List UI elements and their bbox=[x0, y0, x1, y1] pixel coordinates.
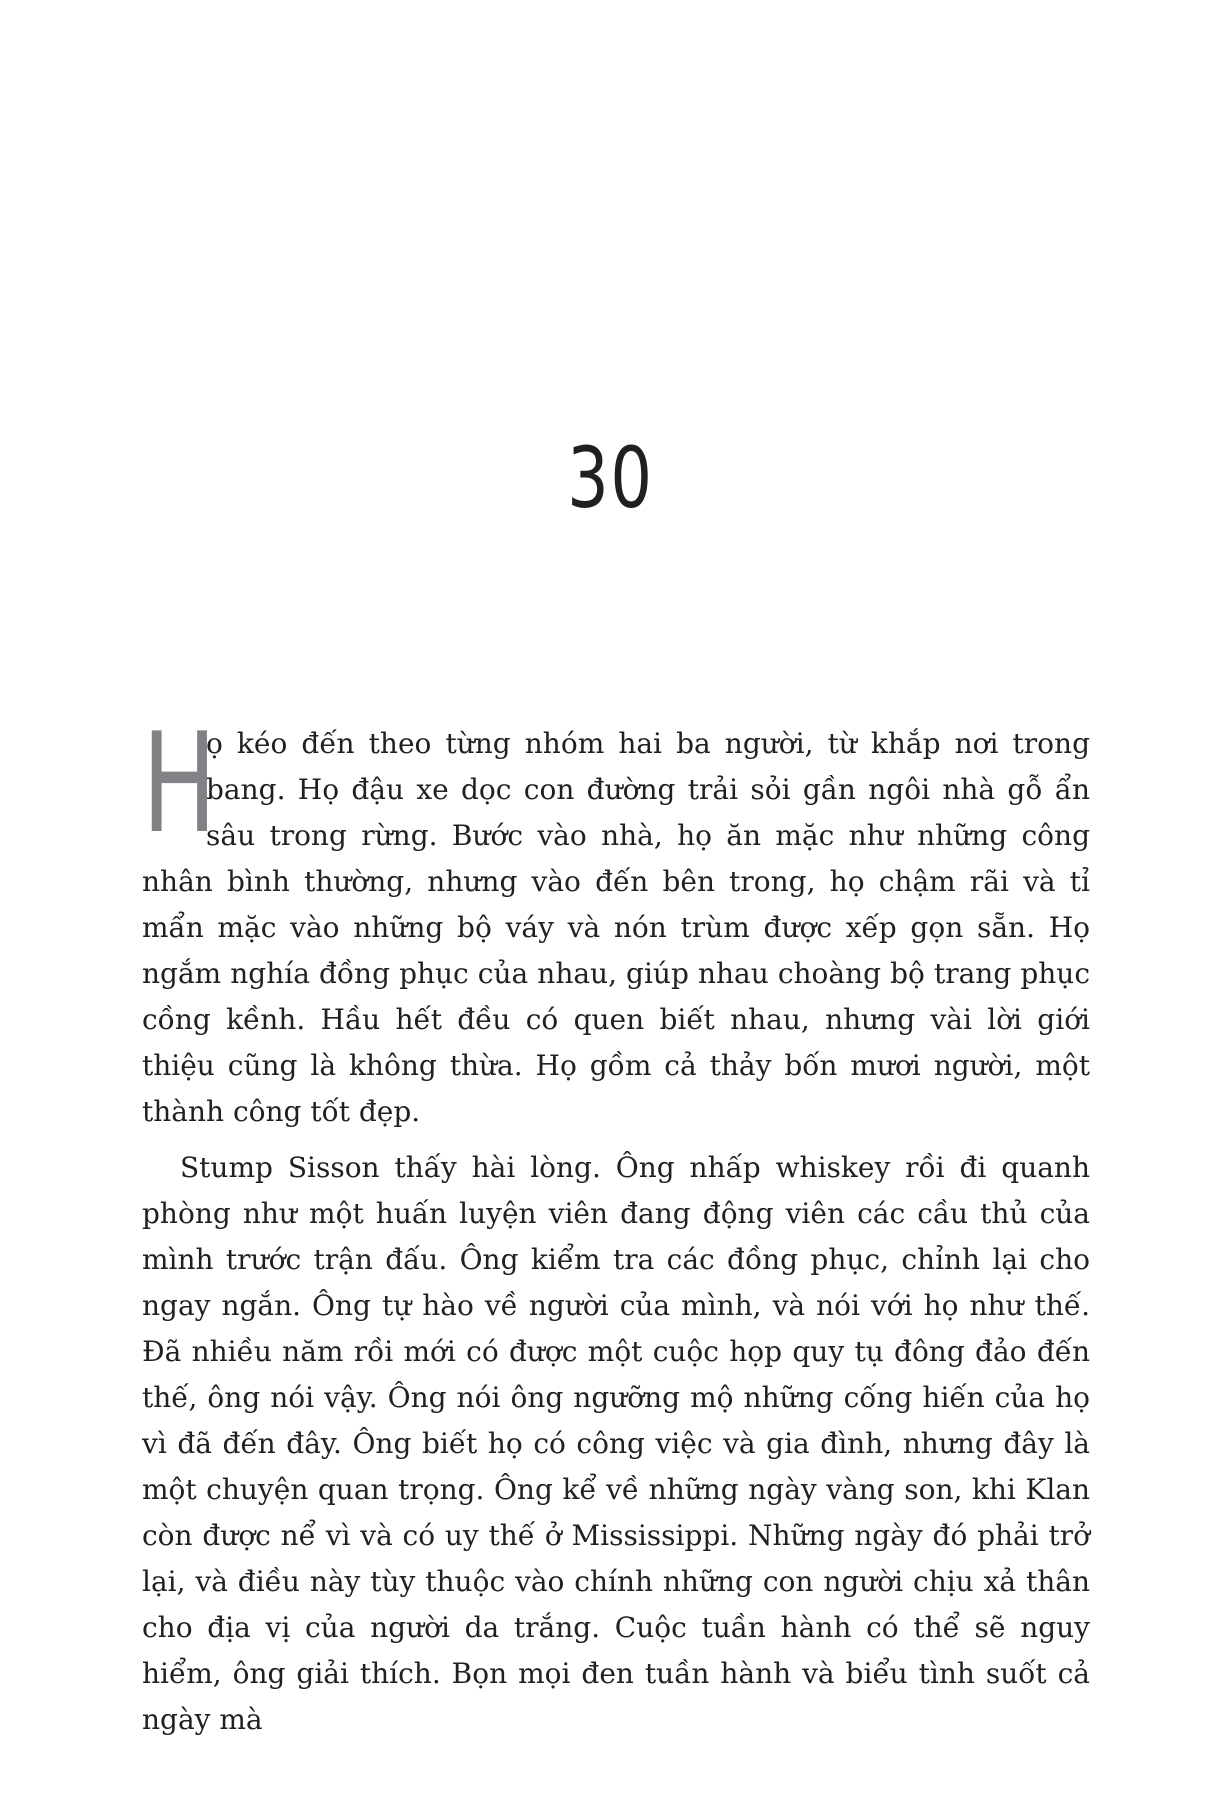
paragraph-1-text: ọ kéo đến theo từng nhóm hai ba người, từ khắp nơi trong bang. Họ đậu xe dọc con đường trải sỏi gần ngôi nhà gỗ ẩn sâu trong rừng. Bước vào nhà, họ ăn mặc như những công nhân bình thường, nhưng vào đến bên trong, họ chậm rãi và tỉ mẩn mặc vào những bộ váy và nón trùm được xếp gọn sẵn. Họ ngắm nghía đồng phục của nhau, giúp nhau choàng bộ trang phục cồng kềnh. Hầu hết đều có quen biết nhau, nhưng vài lời giới thiệu cũng là không thừa. Họ gồm cả thảy bốn mươi người, một thành công tốt đẹp. bbox=[142, 727, 1090, 1128]
chapter-number: 30 bbox=[567, 429, 654, 527]
paragraph-2: Stump Sisson thấy hài lòng. Ông nhấp whiskey rồi đi quanh phòng như một huấn luyện viên đang động viên các cầu thủ của mình trước trận đấu. Ông kiểm tra các đồng phục, chỉnh lại cho ngay ngắn. Ông tự hào về người của mình, và nói với họ như thế. Đã nhiều năm rồi mới có được một cuộc họp quy tụ đông đảo đến thế, ông nói vậy. Ông nói ông ngưỡng mộ những cống hiến của họ vì đã đến đây. Ông biết họ có công việc và gia đình, nhưng đây là một chuyện quan trọng. Ông kể về những ngày vàng son, khi Klan còn được nể vì và có uy thế ở Mississippi. Những ngày đó phải trở lại, và điều này tùy thuộc vào chính những con người chịu xả thân cho địa vị của người da trắng. Cuộc tuần hành có thể sẽ nguy hiểm, ông giải thích. Bọn mọi đen tuần hành và biểu tình suốt cả ngày mà bbox=[142, 1151, 1090, 1736]
drop-cap-letter: H bbox=[142, 703, 217, 864]
paragraph-1 bbox=[142, 703, 1090, 1135]
chapter-body bbox=[142, 703, 1090, 1743]
